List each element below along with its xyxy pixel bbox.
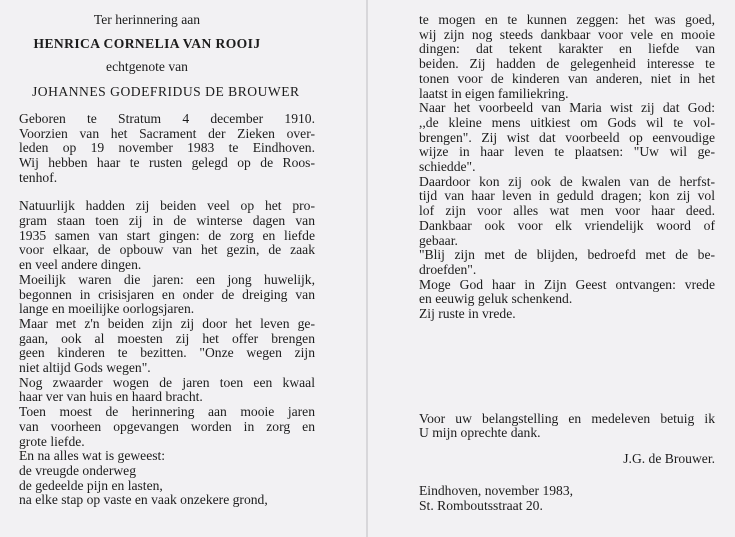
- text-line: Daardoor kon zij ook de kwalen van de herfst-: [419, 173, 715, 189]
- text-line: wijze in haar leven te plaatsen: "Uw wil ge-: [419, 144, 715, 160]
- spouse-name: JOHANNES GODEFRIDUS DE BROUWER: [32, 84, 300, 100]
- text-line: en veel andere dingen.: [19, 257, 142, 273]
- text-line: Nog zwaarder wogen de jaren toen een kwaal: [19, 374, 315, 390]
- text-line: de vreugde onderweg: [19, 462, 137, 478]
- text-line: Wij hebben haar te rusten gelegd op de Roos-: [19, 154, 315, 170]
- card-fold: [366, 0, 368, 537]
- text-line: begonnen in crisisjaren en onder de dreiging van: [19, 286, 315, 302]
- text-line: 1935 samen van start gingen: de zorg en liefde: [19, 227, 315, 243]
- text-line: laatst in eigen familiekring.: [419, 85, 569, 101]
- text-line: gaan, ook al moesten zij het offer brengen: [19, 330, 315, 346]
- text-line: droefden".: [419, 261, 477, 277]
- text-line: En na alles wat is geweest:: [19, 448, 166, 464]
- text-line: schiedde".: [419, 159, 476, 175]
- text-line: ,,de kleine mens uitkiest om Gods wil te vol-: [419, 114, 715, 130]
- text-line: Toen moest de herinnering aan mooie jaren: [19, 404, 315, 420]
- right-page: [419, 13, 715, 513]
- spouse-label: echtgenote van: [106, 59, 188, 75]
- left-page: [19, 13, 315, 508]
- text-line: Moeilijk waren die jaren: een jong huwelijk,: [19, 271, 315, 287]
- text-line: na elke stap op vaste en vaak onzekere grond,: [19, 492, 268, 508]
- text-line: grote liefde.: [19, 433, 85, 449]
- text-line: Naar het voorbeeld van Maria wist zij dat God:: [419, 100, 715, 116]
- text-line: Maar met z'n beiden zijn zij door het leven ge-: [19, 315, 315, 331]
- text-line: lof zijn voor alles wat men voor haar deed.: [419, 203, 715, 219]
- text-line: Dankbaar ook voor elk vriendelijk woord of: [419, 217, 715, 233]
- text-line: lange en moeilijke oorlogsjaren.: [19, 301, 195, 317]
- text-line: van voorheen opgevangen worden in zorg en: [19, 418, 315, 434]
- text-line: tonen voor de kinderen van anderen, niet in het: [419, 70, 715, 86]
- text-line: tenhof.: [19, 169, 58, 185]
- text-line: brengen". Zij wist dat voorbeeld op eenvoudige: [419, 129, 715, 145]
- text-line: haar ver van huis en haard bracht.: [19, 389, 203, 405]
- text-line: tijd van haar leven in geduld dragen; kon zij vol: [419, 188, 715, 204]
- text-line: gebaar.: [419, 232, 458, 248]
- reflection-paragraph: [19, 199, 315, 508]
- place-date: Eindhoven, november 1983,: [419, 482, 574, 498]
- signature: J.G. de Brouwer.: [623, 451, 715, 467]
- biography-paragraph: [19, 112, 315, 186]
- text-line: voor elkaar, de opbouw van het gezin, de zaak: [19, 242, 315, 258]
- text-line: Moge God haar in Zijn Geest ontvangen: vrede: [419, 276, 715, 292]
- thanks-paragraph: [419, 412, 715, 441]
- continuation-paragraph: [419, 13, 715, 322]
- text-line: beiden. Zij hadden de gelegenheid interesse te: [419, 56, 715, 72]
- text-line: Zij ruste in vrede.: [419, 306, 516, 322]
- text-line: geen kinderen te bezitten. "Onze wegen zijn: [19, 345, 315, 361]
- text-line: Voorzien van het Sacrament der Zieken over-: [19, 125, 315, 141]
- text-line: "Blij zijn met de blijden, bedroefd met de be-: [419, 247, 715, 263]
- deceased-name: HENRICA CORNELIA VAN ROOIJ: [33, 35, 261, 51]
- text-line: te mogen en te kunnen zeggen: het was goed,: [419, 12, 715, 27]
- text-line: gram staan toen zij in de winterse dagen van: [19, 213, 315, 229]
- text-line: Voor uw belangstelling en medeleven betuig ik: [419, 410, 715, 426]
- text-line: leden op 19 november 1983 te Eindhoven.: [19, 140, 315, 156]
- text-line: en eeuwig geluk schenkend.: [419, 291, 573, 307]
- text-line: Natuurlijk hadden zij beiden veel op het pro-: [19, 198, 315, 214]
- text-line: U mijn oprechte dank.: [419, 425, 541, 441]
- text-line: dingen: dat tekent karakter en liefde van: [419, 41, 715, 57]
- text-line: Geboren te Stratum 4 december 1910.: [19, 110, 315, 126]
- text-line: de gedeelde pijn en lasten,: [19, 477, 163, 493]
- text-line: niet altijd Gods wegen".: [19, 360, 151, 376]
- text-line: wij zijn nog steeds dankbaar voor vele en mooie: [419, 26, 715, 42]
- in-memory-header: Ter herinnering aan: [93, 12, 201, 27]
- address: St. Romboutsstraat 20.: [419, 497, 543, 513]
